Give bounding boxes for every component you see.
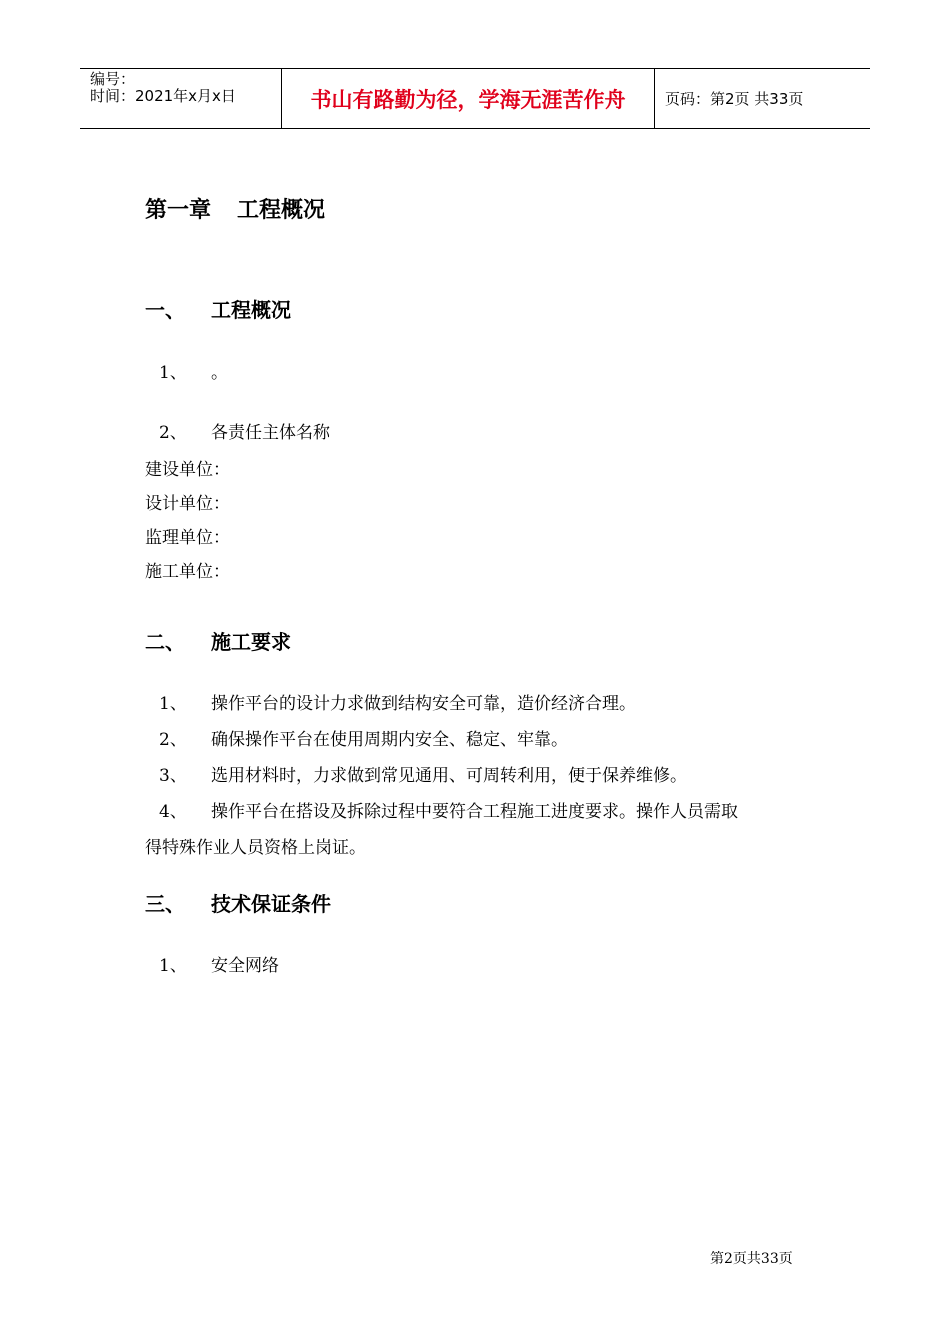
page-header xyxy=(80,68,870,129)
party-line-construction: 建设单位： xyxy=(145,460,230,480)
list-item xyxy=(145,761,687,786)
chapter-number: 第一章 xyxy=(145,198,212,223)
list-item-number: 2、 xyxy=(159,730,187,750)
list-item xyxy=(145,951,279,976)
chapter-name: 工程概况 xyxy=(237,198,326,223)
header-page-info: 页码：第2页 共33页 xyxy=(665,90,804,108)
list-item xyxy=(145,797,738,822)
section-title-text: 工程概况 xyxy=(211,298,291,322)
list-item-text: 确保操作平台在使用周期内安全、稳定、牢靠。 xyxy=(211,730,568,750)
list-item-text: 。 xyxy=(211,363,228,383)
list-item-number: 3、 xyxy=(159,766,187,786)
list-item-number: 1、 xyxy=(159,956,187,976)
list-item-continuation: 得特殊作业人员资格上岗证。 xyxy=(145,838,366,858)
list-item-number: 4、 xyxy=(159,802,187,822)
party-line-design: 设计单位： xyxy=(145,494,230,514)
list-item-text: 选用材料时，力求做到常见通用、可周转利用，便于保养维修。 xyxy=(211,766,687,786)
section-number: 一、 xyxy=(145,298,185,322)
list-item xyxy=(145,725,568,750)
section-heading-3 xyxy=(145,888,331,917)
section-heading-1 xyxy=(145,294,291,323)
section-title-text: 施工要求 xyxy=(211,630,291,654)
header-motto: 书山有路勤为径，学海无涯苦作舟 xyxy=(282,69,655,128)
header-meta-cell xyxy=(80,69,282,128)
list-item-number: 1、 xyxy=(159,363,187,383)
list-item-number: 2、 xyxy=(159,423,187,443)
section-heading-2 xyxy=(145,626,291,655)
chapter-title xyxy=(145,193,325,224)
party-line-supervision: 监理单位： xyxy=(145,528,230,548)
list-item-text: 各责任主体名称 xyxy=(211,423,330,443)
list-item-number: 1、 xyxy=(159,694,187,714)
header-time-label: 时间：2021年x月x日 xyxy=(90,87,236,105)
list-item-text: 操作平台的设计力求做到结构安全可靠，造价经济合理。 xyxy=(211,694,636,714)
section-number: 三、 xyxy=(145,892,185,916)
section-number: 二、 xyxy=(145,630,185,654)
list-item xyxy=(145,358,228,383)
header-number-label: 编号： xyxy=(90,70,136,88)
list-item xyxy=(145,689,636,714)
page-footer-number: 第2页共33页 xyxy=(710,1251,793,1267)
list-item xyxy=(145,418,330,443)
list-item-text: 操作平台在搭设及拆除过程中要符合工程施工进度要求。操作人员需取 xyxy=(211,802,738,822)
section-title-text: 技术保证条件 xyxy=(211,892,331,916)
party-line-contractor: 施工单位： xyxy=(145,562,230,582)
list-item-text: 安全网络 xyxy=(211,956,279,976)
